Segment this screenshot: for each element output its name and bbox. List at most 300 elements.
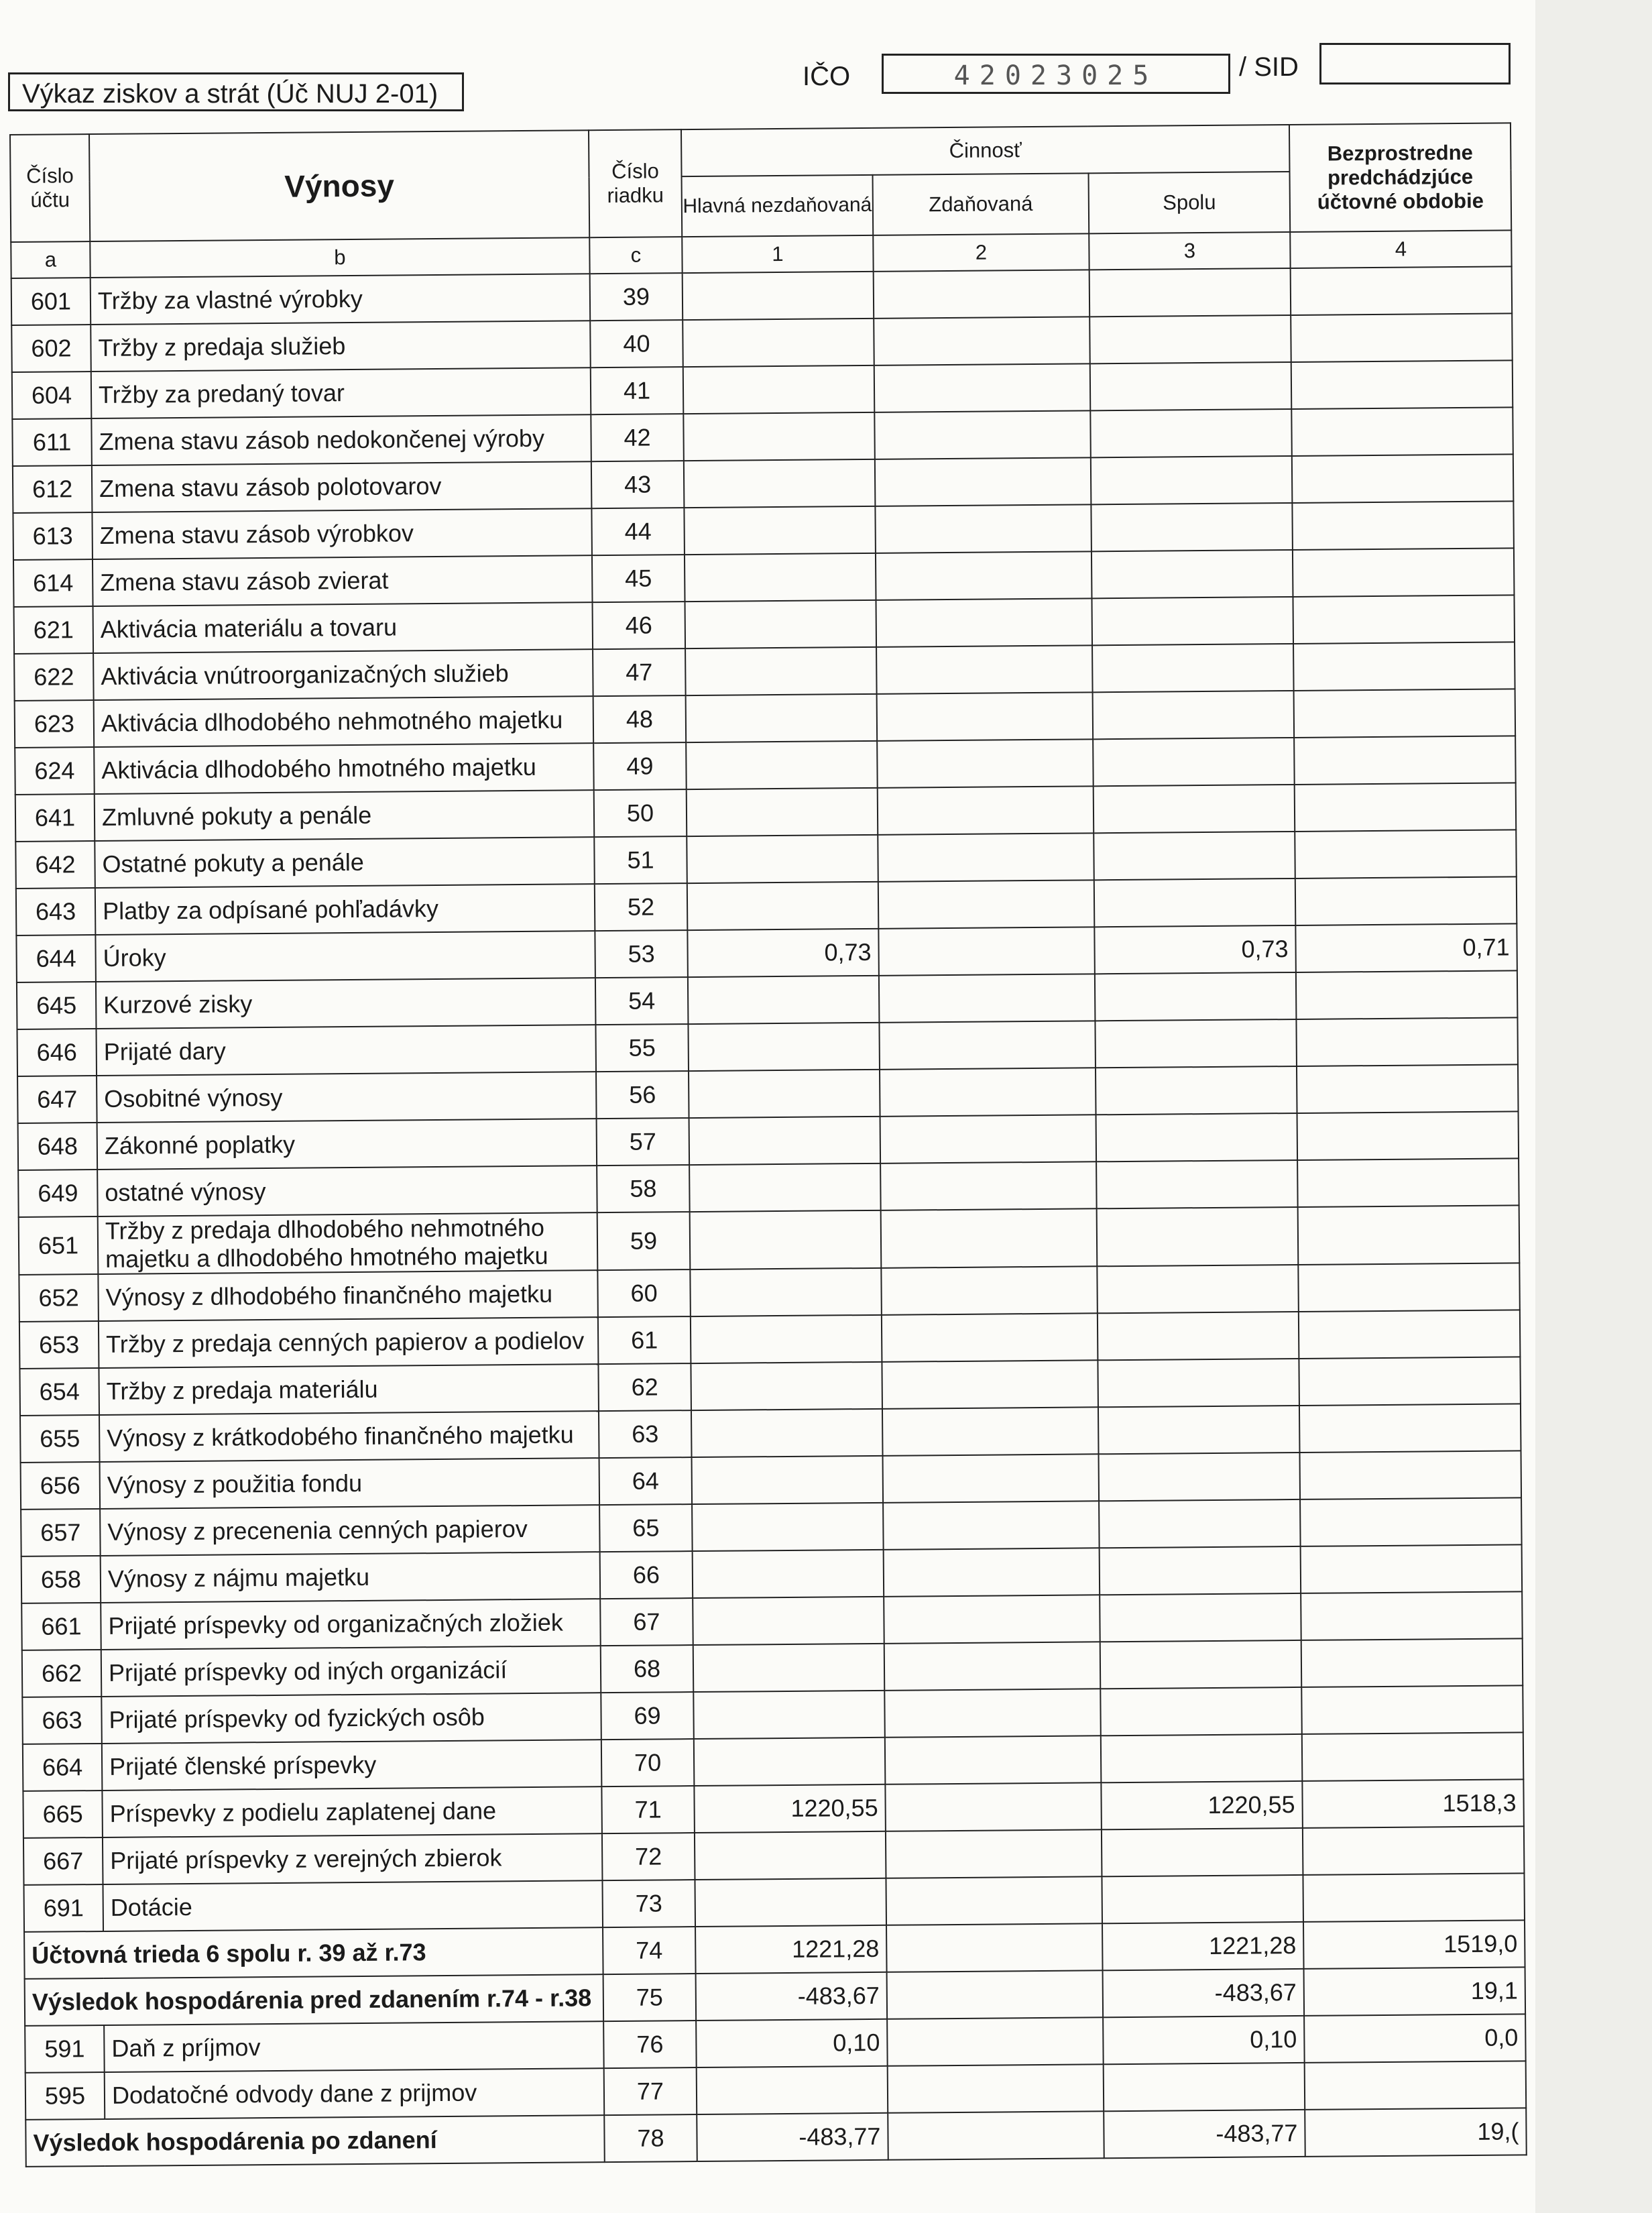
revenue-name: Dotácie	[103, 1880, 603, 1931]
revenue-name: Výnosy z precenenia cenných papierov	[100, 1505, 600, 1556]
header-col-a: a	[11, 241, 90, 278]
value-cell-c2[interactable]	[878, 786, 1094, 835]
value-cell-c4[interactable]	[1302, 1732, 1524, 1781]
value-cell-c2[interactable]	[886, 1829, 1102, 1878]
value-cell-c4[interactable]: 0,71	[1295, 923, 1517, 972]
account-number: 663	[22, 1697, 102, 1744]
value-cell-c1[interactable]	[686, 741, 878, 789]
row-number: 67	[600, 1598, 693, 1646]
value-cell-c4[interactable]	[1303, 1826, 1525, 1875]
value-cell-c4[interactable]	[1297, 1111, 1519, 1160]
account-number: 648	[18, 1123, 98, 1170]
value-cell-c2[interactable]	[879, 974, 1096, 1023]
row-number: 47	[593, 648, 686, 696]
value-cell-c4[interactable]	[1292, 501, 1514, 550]
summary-label: Účtovná trieda 6 spolu r. 39 až r.73	[24, 1927, 603, 1979]
value-cell-c3[interactable]: 1221,28	[1102, 1922, 1304, 1970]
row-number: 56	[596, 1071, 689, 1119]
value-cell-c3[interactable]	[1098, 1406, 1300, 1454]
header-col-4: 4	[1290, 230, 1511, 268]
value-cell-c4[interactable]	[1299, 1310, 1521, 1359]
value-cell-c3[interactable]	[1100, 1546, 1301, 1595]
value-cell-c3[interactable]	[1089, 268, 1291, 317]
account-number: 614	[13, 559, 93, 607]
value-cell-c2[interactable]	[884, 1548, 1100, 1597]
value-cell-c1[interactable]	[690, 1210, 882, 1269]
value-cell-c3[interactable]	[1096, 1066, 1297, 1115]
account-number: 665	[23, 1791, 103, 1838]
row-number: 63	[599, 1410, 692, 1458]
value-cell-c4[interactable]	[1293, 548, 1515, 597]
value-cell-c4[interactable]	[1291, 360, 1513, 409]
value-cell-c3[interactable]	[1100, 1640, 1302, 1689]
value-cell-c4[interactable]	[1295, 830, 1517, 878]
ico-label: IČO	[803, 62, 851, 91]
value-cell-c2[interactable]	[886, 1876, 1102, 1925]
revenue-name: Tržby z predaja cenných papierov a podielov	[99, 1317, 599, 1368]
value-cell-c3[interactable]	[1095, 1019, 1297, 1068]
sid-label: / SID	[1239, 52, 1299, 82]
value-cell-c1[interactable]: 0,73	[687, 929, 879, 977]
value-cell-c3[interactable]: 0,10	[1103, 2016, 1305, 2064]
header-activity: Činnosť	[681, 125, 1290, 176]
account-number: 611	[12, 418, 92, 466]
value-cell-c3[interactable]	[1098, 1359, 1299, 1407]
value-cell-c1[interactable]	[692, 1456, 884, 1504]
value-cell-c1[interactable]	[689, 1164, 881, 1212]
row-number: 76	[603, 2021, 697, 2068]
value-cell-c3[interactable]	[1093, 691, 1295, 739]
revenue-name: Zmena stavu zásob zvierat	[93, 555, 593, 606]
account-number: 622	[14, 653, 94, 701]
value-cell-c4[interactable]	[1299, 1357, 1521, 1406]
value-cell-c3[interactable]	[1098, 1312, 1299, 1360]
account-number: 644	[16, 935, 96, 982]
value-cell-c2[interactable]	[874, 270, 1090, 319]
value-cell-c1[interactable]: 1220,55	[694, 1784, 886, 1833]
account-number: 621	[14, 606, 94, 654]
revenue-name: Tržby z predaja služieb	[91, 321, 591, 372]
sid-field[interactable]	[1319, 43, 1511, 84]
row-number: 68	[601, 1645, 694, 1693]
value-cell-c2[interactable]	[877, 739, 1094, 788]
value-cell-c4[interactable]: 1518,3	[1302, 1779, 1524, 1828]
value-cell-c1[interactable]	[689, 1070, 880, 1118]
value-cell-c3[interactable]	[1092, 550, 1293, 598]
value-cell-c1[interactable]	[683, 412, 875, 461]
value-cell-c4[interactable]	[1301, 1638, 1523, 1687]
row-number: 55	[595, 1024, 689, 1072]
value-cell-c1[interactable]	[695, 1878, 886, 1927]
value-cell-c3[interactable]	[1095, 972, 1297, 1021]
value-cell-c3[interactable]	[1094, 785, 1295, 833]
value-cell-c1[interactable]	[685, 600, 877, 648]
revenue-name: Tržby z predaja dlhodobého nehmotného majetku a dlhodobého hmotného majetku	[98, 1212, 598, 1274]
account-number: 604	[12, 372, 92, 419]
value-cell-c2[interactable]	[886, 1923, 1103, 1972]
account-number: 653	[19, 1321, 99, 1369]
value-cell-c1[interactable]	[693, 1691, 885, 1739]
row-number: 64	[599, 1457, 693, 1505]
value-cell-c2[interactable]	[879, 1021, 1096, 1070]
tax-name: Dodatočné odvody dane z prijmov	[105, 2068, 605, 2119]
account-number: 654	[19, 1368, 99, 1416]
value-cell-c3[interactable]	[1092, 644, 1294, 692]
account-number: 624	[15, 747, 95, 795]
revenue-name: Prijaté dary	[96, 1025, 596, 1076]
value-cell-c4[interactable]	[1291, 407, 1513, 456]
value-cell-c4[interactable]	[1293, 642, 1515, 691]
value-cell-c3[interactable]	[1097, 1265, 1299, 1313]
value-cell-c3[interactable]	[1104, 2063, 1305, 2111]
account-number: 601	[11, 278, 91, 325]
account-number: 658	[21, 1556, 101, 1603]
row-number: 61	[598, 1316, 691, 1364]
value-cell-c1[interactable]	[683, 365, 875, 414]
header-col-3: 3	[1089, 232, 1290, 270]
value-cell-c1[interactable]	[685, 647, 877, 695]
value-cell-c1[interactable]	[695, 1831, 886, 1880]
revenue-name: Prijaté príspevky z verejných zbierok	[103, 1833, 603, 1884]
value-cell-c2[interactable]	[878, 880, 1095, 929]
value-cell-c4[interactable]: 19,1	[1304, 1967, 1526, 2016]
value-cell-c4[interactable]: 19,(	[1305, 2108, 1527, 2157]
value-cell-c4[interactable]	[1294, 736, 1516, 785]
account-number: 642	[15, 841, 95, 889]
value-cell-c2[interactable]	[887, 1970, 1104, 2019]
value-cell-c2[interactable]	[882, 1360, 1098, 1409]
revenue-name: Zmluvné pokuty a penále	[95, 790, 595, 841]
revenue-name: Úroky	[95, 931, 595, 982]
header-col-2: 2	[873, 233, 1089, 272]
revenue-name: Aktivácia materiálu a tovaru	[93, 602, 593, 653]
value-cell-c3[interactable]	[1092, 597, 1293, 645]
account-number: 612	[13, 465, 93, 513]
row-number: 74	[603, 1927, 696, 1974]
value-cell-c3[interactable]	[1094, 832, 1295, 880]
value-cell-c2[interactable]	[874, 363, 1091, 412]
revenue-rows	[11, 266, 1527, 2166]
value-cell-c1[interactable]: -483,77	[697, 2113, 888, 2161]
account-number: 651	[19, 1216, 99, 1275]
account-number: 655	[20, 1415, 100, 1463]
value-cell-c3[interactable]: -483,67	[1103, 1969, 1305, 2017]
account-number: 691	[24, 1884, 104, 1932]
revenue-name: Osobitné výnosy	[97, 1072, 597, 1123]
value-cell-c2[interactable]	[881, 1208, 1098, 1268]
revenue-name: Zmena stavu zásob polotovarov	[92, 461, 592, 512]
header-col-b: b	[90, 237, 589, 278]
value-cell-c2[interactable]	[878, 833, 1094, 882]
value-cell-c1[interactable]	[690, 1268, 882, 1316]
value-cell-c1[interactable]	[685, 553, 876, 602]
value-cell-c3[interactable]	[1093, 738, 1295, 786]
row-number: 40	[590, 320, 683, 367]
revenue-name: Prijaté členské príspevky	[102, 1740, 602, 1791]
header-taxed: Zdaňovaná	[873, 173, 1089, 235]
value-cell-c4[interactable]: 0,0	[1304, 2014, 1526, 2063]
value-cell-c4[interactable]	[1298, 1263, 1520, 1312]
value-cell-c2[interactable]	[875, 504, 1092, 553]
value-cell-c2[interactable]	[880, 1068, 1096, 1117]
form-title: Výkaz ziskov a strát (Úč NUJ 2-01)	[8, 72, 464, 111]
value-cell-c1[interactable]	[686, 694, 878, 742]
value-cell-c3[interactable]	[1101, 1734, 1303, 1782]
scan-margin	[1535, 0, 1652, 2213]
value-cell-c2[interactable]	[882, 1313, 1098, 1362]
row-number: 48	[593, 695, 687, 743]
value-cell-c2[interactable]	[876, 645, 1093, 694]
value-cell-c3[interactable]	[1096, 1113, 1298, 1161]
account-number: 649	[18, 1170, 98, 1217]
value-cell-c4[interactable]	[1295, 783, 1517, 832]
value-cell-c3[interactable]	[1100, 1593, 1301, 1642]
row-number: 51	[594, 836, 687, 884]
header-main-untaxed: Hlavná nezdaňovaná	[682, 175, 874, 237]
account-number: 667	[23, 1837, 103, 1885]
value-cell-c4[interactable]	[1300, 1497, 1522, 1546]
value-cell-c2[interactable]	[885, 1782, 1102, 1831]
value-cell-c3[interactable]: 1220,55	[1101, 1781, 1303, 1829]
value-cell-c2[interactable]	[877, 692, 1094, 741]
header-col-1: 1	[682, 235, 873, 273]
value-cell-c3[interactable]	[1097, 1207, 1299, 1266]
value-cell-c2[interactable]	[882, 1407, 1099, 1456]
value-cell-c2[interactable]	[884, 1642, 1101, 1691]
header-total: Spolu	[1089, 172, 1291, 233]
revenue-name: Príspevky z podielu zaplatenej dane	[102, 1786, 602, 1837]
row-number: 72	[602, 1833, 695, 1880]
account-number: 657	[21, 1509, 101, 1556]
value-cell-c2[interactable]	[885, 1736, 1102, 1784]
revenue-name: Výnosy z krátkodobého finančného majetku	[99, 1411, 599, 1462]
account-number: 602	[11, 325, 91, 372]
row-number: 57	[597, 1118, 690, 1166]
value-cell-c1[interactable]	[691, 1315, 882, 1363]
row-number: 53	[595, 930, 688, 978]
value-cell-c2[interactable]	[888, 2064, 1104, 2113]
account-number: 646	[17, 1029, 97, 1076]
value-cell-c4[interactable]	[1296, 970, 1518, 1019]
revenue-name: ostatné výnosy	[97, 1166, 597, 1216]
row-number: 41	[591, 367, 684, 414]
account-number: 656	[21, 1462, 101, 1510]
value-cell-c4[interactable]	[1293, 595, 1515, 644]
revenue-name: Zmena stavu zásob nedokončenej výroby	[91, 414, 591, 465]
revenue-name: Tržby z predaja materiálu	[99, 1364, 599, 1415]
account-number: 643	[16, 888, 96, 935]
row-number: 43	[591, 461, 685, 508]
revenue-name: Prijaté príspevky od fyzických osôb	[101, 1693, 601, 1744]
row-number: 60	[597, 1269, 691, 1317]
value-cell-c2[interactable]	[878, 927, 1095, 976]
account-number: 641	[15, 794, 95, 842]
value-cell-c4[interactable]	[1298, 1205, 1520, 1265]
account-number: 664	[23, 1744, 103, 1791]
account-number: 661	[21, 1603, 101, 1650]
value-cell-c4[interactable]	[1294, 689, 1516, 738]
value-cell-c1[interactable]: 0,10	[696, 2019, 888, 2067]
value-cell-c2[interactable]	[888, 2111, 1104, 2160]
account-number: 595	[25, 2072, 105, 2120]
value-cell-c4[interactable]	[1303, 1873, 1525, 1922]
row-number: 54	[595, 977, 689, 1025]
row-number: 39	[590, 273, 683, 321]
value-cell-c1[interactable]	[683, 319, 874, 367]
value-cell-c4[interactable]	[1297, 1064, 1519, 1113]
summary-label: Výsledok hospodárenia pred zdanením r.74 - r.38	[25, 1974, 604, 2026]
revenue-name: Tržby za vlastné výrobky	[91, 274, 591, 325]
value-cell-c3[interactable]	[1100, 1687, 1302, 1736]
row-number: 45	[592, 555, 685, 602]
value-cell-c1[interactable]	[691, 1409, 883, 1457]
value-cell-c1[interactable]	[691, 1362, 882, 1410]
value-cell-c3[interactable]	[1102, 1828, 1303, 1876]
value-cell-c3[interactable]: -483,77	[1104, 2110, 1305, 2158]
value-cell-c2[interactable]	[874, 317, 1090, 365]
value-cell-c3[interactable]	[1089, 315, 1291, 363]
value-cell-c2[interactable]	[876, 598, 1092, 647]
account-number: 613	[13, 512, 93, 560]
row-number: 49	[593, 742, 687, 790]
ico-field[interactable]: 42023025	[882, 54, 1230, 94]
value-cell-c4[interactable]	[1301, 1544, 1523, 1593]
row-number: 62	[598, 1363, 691, 1411]
account-number: 591	[25, 2025, 105, 2073]
row-number: 78	[604, 2114, 697, 2162]
revenue-name: Zákonné poplatky	[97, 1119, 597, 1170]
revenue-name: Tržby za predaný tovar	[91, 367, 591, 418]
value-cell-c3[interactable]	[1096, 1160, 1298, 1208]
value-cell-c2[interactable]	[883, 1454, 1100, 1503]
value-cell-c2[interactable]	[884, 1689, 1101, 1738]
revenue-name: Zmena stavu zásob výrobkov	[92, 508, 592, 559]
value-cell-c4[interactable]	[1301, 1591, 1523, 1640]
value-cell-c4[interactable]	[1295, 876, 1517, 925]
tax-name: Daň z príjmov	[104, 2021, 604, 2072]
value-cell-c1[interactable]	[693, 1597, 884, 1645]
row-number: 65	[599, 1504, 693, 1552]
revenue-name: Platby za odpísané pohľadávky	[95, 884, 595, 935]
value-cell-c4[interactable]	[1296, 1017, 1518, 1066]
value-cell-c2[interactable]	[880, 1115, 1097, 1164]
revenue-name: Ostatné pokuty a penále	[95, 837, 595, 888]
account-number: 623	[15, 700, 95, 748]
value-cell-c2[interactable]	[880, 1161, 1097, 1210]
value-cell-c2[interactable]	[876, 551, 1092, 600]
value-cell-c4[interactable]	[1299, 1404, 1521, 1453]
account-number: 645	[17, 982, 97, 1029]
row-number: 58	[597, 1165, 690, 1212]
revenue-name: Aktivácia dlhodobého nehmotného majetku	[94, 696, 594, 747]
value-cell-c1[interactable]	[688, 976, 880, 1024]
value-cell-c3[interactable]	[1091, 503, 1293, 551]
value-cell-c3[interactable]: 0,73	[1094, 925, 1296, 974]
row-number: 46	[593, 602, 686, 649]
value-cell-c1[interactable]	[692, 1503, 884, 1551]
row-number: 42	[591, 414, 684, 461]
account-number: 652	[19, 1274, 99, 1322]
value-cell-c1[interactable]	[687, 882, 879, 930]
value-cell-c1[interactable]	[687, 835, 878, 883]
value-cell-c2[interactable]	[881, 1266, 1098, 1315]
row-number: 44	[591, 508, 685, 555]
value-cell-c3[interactable]	[1090, 362, 1292, 410]
revenue-name: Aktivácia dlhodobého hmotného majetku	[94, 743, 594, 794]
income-statement-table	[9, 122, 1527, 2167]
value-cell-c1[interactable]	[689, 1117, 881, 1165]
value-cell-c4[interactable]	[1299, 1451, 1521, 1499]
header-col-c: c	[589, 237, 682, 274]
row-number: 73	[602, 1880, 695, 1927]
revenue-name: Výnosy z nájmu majetku	[101, 1552, 601, 1603]
row-number: 66	[600, 1551, 693, 1599]
value-cell-c3[interactable]	[1090, 409, 1292, 457]
value-cell-c4[interactable]: 1519,0	[1303, 1920, 1525, 1969]
value-cell-c1[interactable]	[683, 272, 874, 320]
header-row-number: Číslo riadku	[589, 129, 682, 237]
value-cell-c3[interactable]	[1094, 878, 1296, 927]
header-account-number: Číslo účtu	[10, 134, 90, 242]
revenue-name: Výnosy z dlhodobého finančného majetku	[98, 1270, 598, 1321]
value-cell-c4[interactable]	[1291, 266, 1513, 315]
account-number: 647	[17, 1076, 97, 1123]
value-cell-c1[interactable]	[687, 788, 878, 836]
value-cell-c3[interactable]	[1099, 1453, 1301, 1501]
value-cell-c2[interactable]	[874, 410, 1091, 459]
value-cell-c1[interactable]: 1221,28	[695, 1925, 887, 1974]
value-cell-c4[interactable]	[1305, 2061, 1527, 2110]
row-number: 50	[594, 789, 687, 837]
value-cell-c4[interactable]	[1301, 1685, 1523, 1734]
value-cell-c2[interactable]	[875, 457, 1092, 506]
header-previous-period: Bezprostredne predchádzjúce účtovné obdobie	[1289, 123, 1511, 232]
revenue-name: Výnosy z použitia fondu	[100, 1458, 600, 1509]
row-number: 59	[597, 1212, 691, 1270]
revenue-name: Prijaté príspevky od iných organizácií	[101, 1646, 601, 1697]
revenue-name: Prijaté príspevky od organizačných zložiek	[101, 1599, 601, 1650]
value-cell-c1[interactable]: -483,67	[696, 1972, 888, 2021]
value-cell-c1[interactable]	[684, 459, 876, 508]
account-number: 662	[22, 1650, 102, 1697]
value-cell-c2[interactable]	[887, 2017, 1104, 2066]
row-number: 71	[601, 1786, 695, 1833]
row-number: 75	[603, 1974, 697, 2021]
final-result-label: Výsledok hospodárenia po zdanení	[25, 2115, 605, 2167]
value-cell-c1[interactable]	[693, 1550, 884, 1598]
value-cell-c3[interactable]	[1099, 1499, 1301, 1548]
value-cell-c1[interactable]	[684, 506, 876, 555]
revenue-name: Aktivácia vnútroorganizačných služieb	[93, 649, 593, 700]
value-cell-c3[interactable]	[1091, 456, 1293, 504]
value-cell-c3[interactable]	[1102, 1875, 1303, 1923]
value-cell-c1[interactable]	[693, 1644, 885, 1692]
value-cell-c4[interactable]	[1292, 454, 1514, 503]
value-cell-c1[interactable]	[697, 2066, 888, 2114]
value-cell-c1[interactable]	[688, 1023, 880, 1071]
value-cell-c2[interactable]	[883, 1501, 1100, 1550]
value-cell-c4[interactable]	[1291, 313, 1513, 362]
row-number: 69	[601, 1692, 694, 1740]
value-cell-c2[interactable]	[884, 1595, 1100, 1644]
row-number: 52	[595, 883, 688, 931]
row-number: 77	[604, 2067, 697, 2115]
revenue-name: Kurzové zisky	[96, 978, 596, 1029]
row-number: 70	[601, 1739, 695, 1786]
header-revenues: Výnosy	[89, 130, 589, 241]
value-cell-c4[interactable]	[1297, 1158, 1519, 1207]
value-cell-c1[interactable]	[694, 1738, 886, 1786]
